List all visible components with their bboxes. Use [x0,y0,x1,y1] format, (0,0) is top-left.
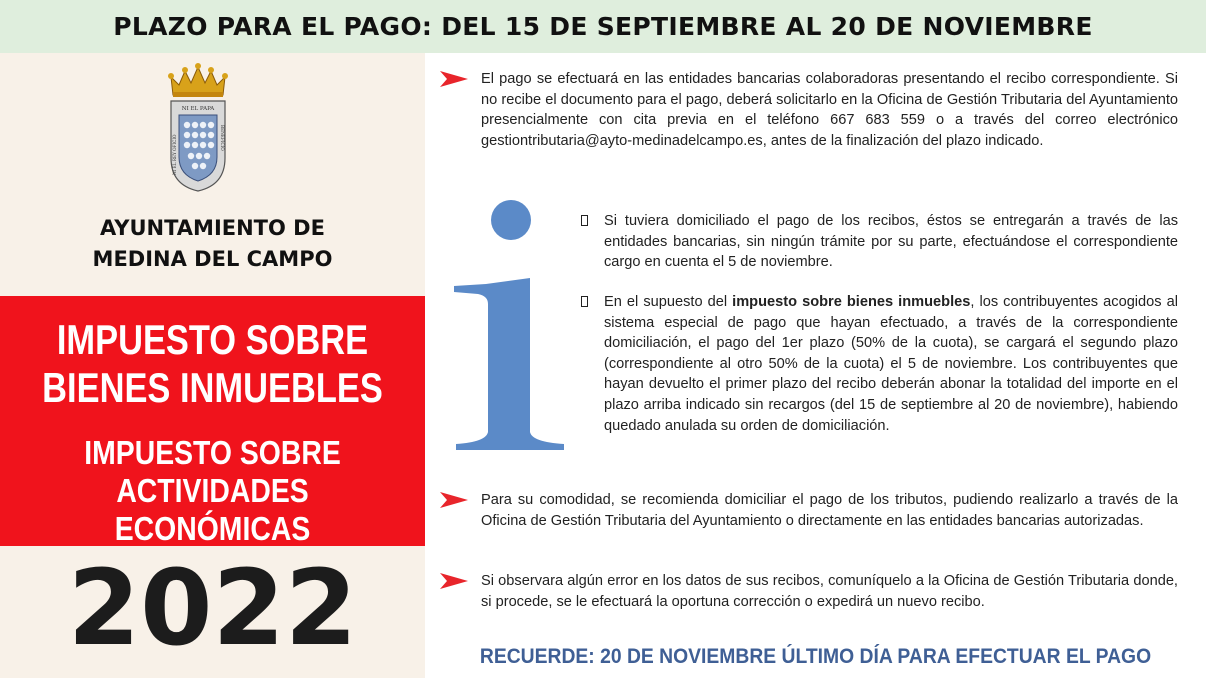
crest-motto-left: NI EL REY OFICIO [172,134,177,175]
ibi-title [38,316,387,412]
iae-line-1: IMPUESTO SOBRE [84,434,341,471]
page-title: PLAZO PARA EL PAGO: DEL 15 DE SEPTIEMBRE AL 20 DE NOVIEMBRE [113,12,1093,41]
coat-of-arms-icon [167,63,229,193]
info-i-icon [448,200,578,450]
left-panel [0,53,425,678]
council-name [0,213,425,275]
red-arrow-icon [440,572,468,590]
ibi-text-bold: impuesto sobre bienes inmuebles [732,294,971,310]
council-line-1: AYUNTAMIENTO DE [100,216,325,240]
payment-paragraph: El pago se efectuará en las entidades bancarias colaboradoras presentando el recibo correspondiente. Si no recibe el documento para el pago, deberá solicitarlo en la Oficina de Gestión Tributaria del Ayuntamiento presencialmente con cita previa en el teléfono 667 683 559 o a través del correo electrónico gestiontributaria@ayto-medinadelcampo.es, antes de la finalización del plazo indicado. [481,71,1178,149]
tax-title-box [0,296,425,546]
red-arrow-icon [440,491,468,509]
ibi-line-1: IMPUESTO SOBRE [56,316,369,363]
deadline-reminder: RECUERDE: 20 DE NOVIEMBRE ÚLTIMO DÍA PARA EFECTUAR EL PAGO [479,645,1152,668]
ibi-text-start: En el supuesto del [604,294,733,310]
red-arrow-icon [440,70,468,88]
header-bar [0,0,1206,53]
direct-debit-paragraph: Si tuviera domiciliado el pago de los recibos, éstos se entregarán a través de las entidades bancarias, sin ningún trámite por su parte, efectuándose el correspondiente cargo en cuenta el 5 de noviembre. [604,213,1178,271]
recommendation-paragraph: Para su comodidad, se recomienda domiciliar el pago de los tributos, pudiendo realizarlo a través de la Oficina de Gestión Tributaria del Ayuntamiento o directamente en las entidades bancarias autorizadas. [481,492,1178,529]
crest-motto-top: NI EL PAPA [181,106,215,112]
iae-line-2: ACTIVIDADES ECONÓMICAS [114,472,311,547]
year-label: 2022 [67,547,358,669]
ibi-text-end: , los contribuyentes acogidos al sistema especial de pago que hayan efectuado, a través de la correspondiente domiciliación, el pago del 1er plazo (50% de la cuota), se cargará el segundo plazo (correspondiente al otro 50% de la cuota) el 5 de noviembre. Los contribuyentes que hayan devuelto el primer plazo del recibo deberán abonar la totalidad del importe en el plazo arriba indicado sin recargos (del 15 de septiembre al 20 de noviembre), habiendo quedado anulada su orden de domiciliación. [604,294,1178,434]
error-paragraph: Si observara algún error en los datos de sus recibos, comuníquelo a la Oficina de Gestión Tributaria donde, si procede, se le efectuará la oportuna corrección o expedirá un nuevo recibo. [481,573,1178,610]
ibi-line-2: BIENES INMUEBLES [42,364,383,411]
square-bullet-icon [581,215,588,226]
iae-title [30,434,396,548]
council-line-2: MEDINA DEL CAMPO [92,247,333,271]
crest-motto-right: BENEFICIO [220,125,225,151]
ibi-installments-paragraph [604,292,1178,436]
square-bullet-icon [581,296,588,307]
